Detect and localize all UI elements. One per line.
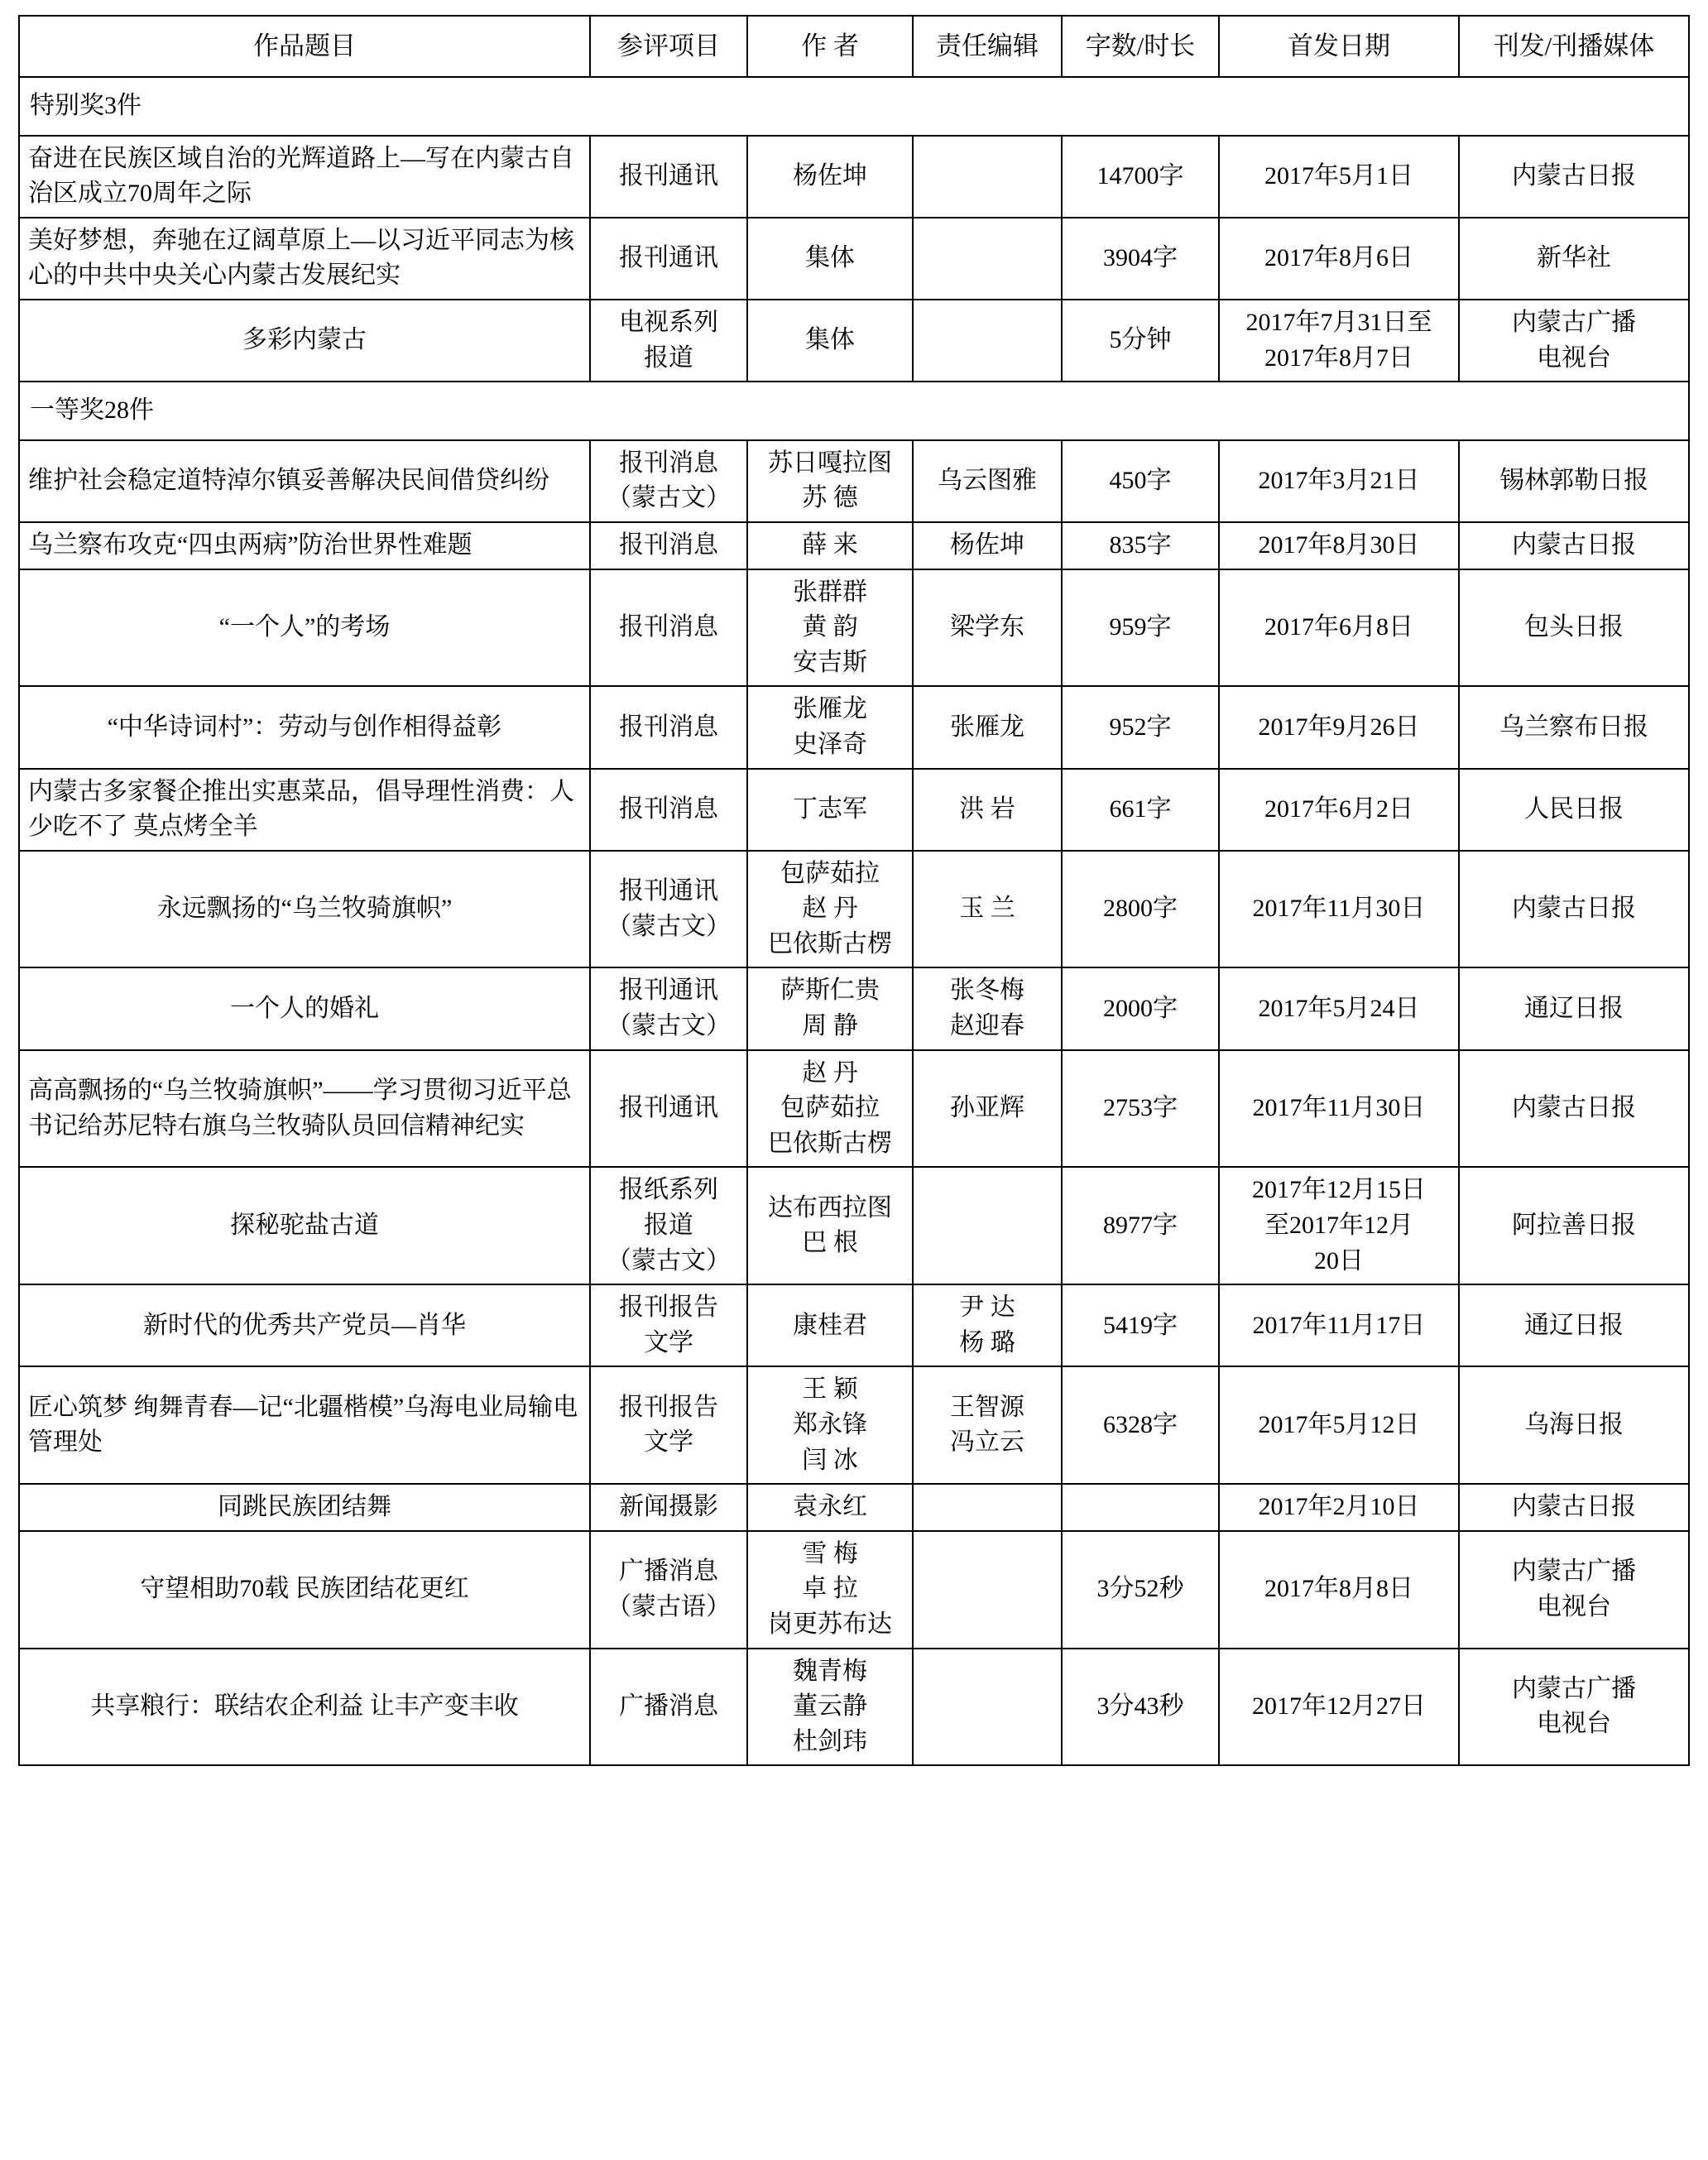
- cell-editor: 张雁龙: [913, 686, 1062, 768]
- cell-category: 电视系列 报道: [590, 300, 747, 382]
- cell-count: 835字: [1062, 522, 1219, 569]
- cell-editor: [913, 1167, 1062, 1284]
- cell-editor: [913, 1649, 1062, 1766]
- section-label: 一等奖28件: [19, 382, 1689, 440]
- cell-title: 共享粮行：联结农企利益 让丰产变丰收: [19, 1649, 590, 1766]
- cell-author: 包萨茹拉 赵 丹 巴依斯古楞: [747, 851, 913, 968]
- cell-date: 2017年5月1日: [1219, 136, 1459, 218]
- cell-category: 报刊报告 文学: [590, 1284, 747, 1366]
- table-row: [19, 1167, 1689, 1284]
- cell-editor: [913, 136, 1062, 218]
- cell-title: 同跳民族团结舞: [19, 1484, 590, 1531]
- cell-editor: [913, 300, 1062, 382]
- section-header-row: [19, 382, 1689, 440]
- cell-title: 探秘驼盐古道: [19, 1167, 590, 1284]
- cell-title: 奋进在民族区域自治的光辉道路上—写在内蒙古自治区成立70周年之际: [19, 136, 590, 218]
- cell-author: 魏青梅 董云静 杜剑玮: [747, 1649, 913, 1766]
- cell-count: 3904字: [1062, 218, 1219, 300]
- cell-media: 内蒙古广播 电视台: [1459, 1649, 1689, 1766]
- cell-editor: [913, 1531, 1062, 1649]
- cell-count: 661字: [1062, 769, 1219, 851]
- cell-author: 张群群 黄 韵 安吉斯: [747, 569, 913, 687]
- cell-count: 2753字: [1062, 1050, 1219, 1168]
- cell-editor: 杨佐坤: [913, 522, 1062, 569]
- cell-author: 王 颖 郑永锋 闫 冰: [747, 1366, 913, 1484]
- column-header-category: 参评项目: [590, 16, 747, 77]
- cell-editor: [913, 218, 1062, 300]
- cell-editor: [913, 1484, 1062, 1531]
- table-row: [19, 967, 1689, 1049]
- cell-count: [1062, 1484, 1219, 1531]
- cell-count: 14700字: [1062, 136, 1219, 218]
- column-header-count: 字数/时长: [1062, 16, 1219, 77]
- cell-author: 达布西拉图 巴 根: [747, 1167, 913, 1284]
- cell-title: “中华诗词村”：劳动与创作相得益彰: [19, 686, 590, 768]
- cell-author: 张雁龙 史泽奇: [747, 686, 913, 768]
- table-row: [19, 440, 1689, 522]
- cell-category: 报刊消息: [590, 769, 747, 851]
- cell-count: 5分钟: [1062, 300, 1219, 382]
- cell-date: 2017年3月21日: [1219, 440, 1459, 522]
- cell-title: “一个人”的考场: [19, 569, 590, 687]
- table-row: [19, 218, 1689, 300]
- cell-count: 2000字: [1062, 967, 1219, 1049]
- cell-category: 报刊通讯 （蒙古文）: [590, 851, 747, 968]
- cell-date: 2017年7月31日至 2017年8月7日: [1219, 300, 1459, 382]
- cell-media: 通辽日报: [1459, 967, 1689, 1049]
- section-label: 特别奖3件: [19, 77, 1689, 136]
- cell-media: 内蒙古广播 电视台: [1459, 1531, 1689, 1649]
- cell-date: 2017年11月30日: [1219, 1050, 1459, 1168]
- cell-author: 袁永红: [747, 1484, 913, 1531]
- cell-media: 内蒙古广播 电视台: [1459, 300, 1689, 382]
- cell-date: 2017年6月8日: [1219, 569, 1459, 687]
- cell-title: 匠心筑梦 绚舞青春—记“北疆楷模”乌海电业局输电管理处: [19, 1366, 590, 1484]
- cell-author: 苏日嘎拉图 苏 德: [747, 440, 913, 522]
- cell-count: 3分52秒: [1062, 1531, 1219, 1649]
- column-header-media: 刊发/刊播媒体: [1459, 16, 1689, 77]
- cell-count: 2800字: [1062, 851, 1219, 968]
- table-header: [19, 16, 1689, 77]
- cell-title: 乌兰察布攻克“四虫两病”防治世界性难题: [19, 522, 590, 569]
- cell-title: 维护社会稳定道特淖尔镇妥善解决民间借贷纠纷: [19, 440, 590, 522]
- column-header-editor: 责任编辑: [913, 16, 1062, 77]
- cell-media: 乌兰察布日报: [1459, 686, 1689, 768]
- cell-editor: 乌云图雅: [913, 440, 1062, 522]
- cell-author: 集体: [747, 300, 913, 382]
- cell-media: 内蒙古日报: [1459, 851, 1689, 968]
- cell-date: 2017年11月30日: [1219, 851, 1459, 968]
- cell-media: 人民日报: [1459, 769, 1689, 851]
- table-row: [19, 1050, 1689, 1168]
- cell-editor: 尹 达 杨 璐: [913, 1284, 1062, 1366]
- cell-count: 952字: [1062, 686, 1219, 768]
- cell-count: 5419字: [1062, 1284, 1219, 1366]
- table-row: [19, 136, 1689, 218]
- cell-media: 内蒙古日报: [1459, 1484, 1689, 1531]
- table-row: [19, 300, 1689, 382]
- table-row: [19, 569, 1689, 687]
- cell-date: 2017年5月12日: [1219, 1366, 1459, 1484]
- cell-author: 杨佐坤: [747, 136, 913, 218]
- cell-category: 报刊消息 （蒙古文）: [590, 440, 747, 522]
- cell-category: 报刊通讯: [590, 1050, 747, 1168]
- table-row: [19, 1284, 1689, 1366]
- cell-count: 450字: [1062, 440, 1219, 522]
- cell-date: 2017年12月27日: [1219, 1649, 1459, 1766]
- cell-title: 新时代的优秀共产党员—肖华: [19, 1284, 590, 1366]
- cell-editor: 孙亚辉: [913, 1050, 1062, 1168]
- cell-category: 报纸系列 报道 （蒙古文）: [590, 1167, 747, 1284]
- cell-category: 报刊通讯: [590, 136, 747, 218]
- table-row: [19, 1484, 1689, 1531]
- award-table: [18, 15, 1690, 1766]
- cell-date: 2017年2月10日: [1219, 1484, 1459, 1531]
- table-body: [19, 77, 1689, 1765]
- cell-title: 守望相助70载 民族团结花更红: [19, 1531, 590, 1649]
- table-row: [19, 522, 1689, 569]
- cell-media: 内蒙古日报: [1459, 1050, 1689, 1168]
- column-header-author: 作 者: [747, 16, 913, 77]
- cell-date: 2017年8月30日: [1219, 522, 1459, 569]
- cell-date: 2017年6月2日: [1219, 769, 1459, 851]
- cell-count: 6328字: [1062, 1366, 1219, 1484]
- cell-count: 8977字: [1062, 1167, 1219, 1284]
- cell-category: 广播消息: [590, 1649, 747, 1766]
- table-row: [19, 1649, 1689, 1766]
- cell-category: 报刊消息: [590, 686, 747, 768]
- header-row: [19, 16, 1689, 77]
- table-row: [19, 851, 1689, 968]
- cell-media: 锡林郭勒日报: [1459, 440, 1689, 522]
- cell-category: 报刊通讯 （蒙古文）: [590, 967, 747, 1049]
- cell-editor: 梁学东: [913, 569, 1062, 687]
- cell-category: 报刊消息: [590, 522, 747, 569]
- cell-category: 报刊消息: [590, 569, 747, 687]
- cell-author: 康桂君: [747, 1284, 913, 1366]
- cell-author: 集体: [747, 218, 913, 300]
- cell-count: 959字: [1062, 569, 1219, 687]
- cell-editor: 玉 兰: [913, 851, 1062, 968]
- cell-media: 内蒙古日报: [1459, 522, 1689, 569]
- table-row: [19, 1366, 1689, 1484]
- cell-editor: 张冬梅 赵迎春: [913, 967, 1062, 1049]
- cell-date: 2017年9月26日: [1219, 686, 1459, 768]
- cell-category: 报刊通讯: [590, 218, 747, 300]
- cell-title: 多彩内蒙古: [19, 300, 590, 382]
- cell-media: 内蒙古日报: [1459, 136, 1689, 218]
- cell-title: 美好梦想，奔驰在辽阔草原上—以习近平同志为核心的中共中央关心内蒙古发展纪实: [19, 218, 590, 300]
- cell-date: 2017年12月15日 至2017年12月 20日: [1219, 1167, 1459, 1284]
- cell-date: 2017年8月6日: [1219, 218, 1459, 300]
- cell-media: 乌海日报: [1459, 1366, 1689, 1484]
- table-row: [19, 686, 1689, 768]
- column-header-date: 首发日期: [1219, 16, 1459, 77]
- column-header-title: 作品题目: [19, 16, 590, 77]
- table-row: [19, 769, 1689, 851]
- cell-count: 3分43秒: [1062, 1649, 1219, 1766]
- cell-author: 雪 梅 卓 拉 岗更苏布达: [747, 1531, 913, 1649]
- section-header-row: [19, 77, 1689, 136]
- cell-author: 薛 来: [747, 522, 913, 569]
- cell-title: 内蒙古多家餐企推出实惠菜品，倡导理性消费：人少吃不了 莫点烤全羊: [19, 769, 590, 851]
- cell-author: 赵 丹 包萨茹拉 巴依斯古楞: [747, 1050, 913, 1168]
- cell-date: 2017年8月8日: [1219, 1531, 1459, 1649]
- cell-editor: 王智源 冯立云: [913, 1366, 1062, 1484]
- cell-author: 丁志军: [747, 769, 913, 851]
- cell-media: 包头日报: [1459, 569, 1689, 687]
- cell-title: 一个人的婚礼: [19, 967, 590, 1049]
- table-row: [19, 1531, 1689, 1649]
- cell-media: 新华社: [1459, 218, 1689, 300]
- cell-date: 2017年11月17日: [1219, 1284, 1459, 1366]
- cell-date: 2017年5月24日: [1219, 967, 1459, 1049]
- cell-title: 高高飘扬的“乌兰牧骑旗帜”——学习贯彻习近平总书记给苏尼特右旗乌兰牧骑队员回信精神纪实: [19, 1050, 590, 1168]
- cell-title: 永远飘扬的“乌兰牧骑旗帜”: [19, 851, 590, 968]
- cell-author: 萨斯仁贵 周 静: [747, 967, 913, 1049]
- cell-media: 通辽日报: [1459, 1284, 1689, 1366]
- cell-category: 报刊报告 文学: [590, 1366, 747, 1484]
- cell-media: 阿拉善日报: [1459, 1167, 1689, 1284]
- cell-editor: 洪 岩: [913, 769, 1062, 851]
- cell-category: 广播消息 （蒙古语）: [590, 1531, 747, 1649]
- cell-category: 新闻摄影: [590, 1484, 747, 1531]
